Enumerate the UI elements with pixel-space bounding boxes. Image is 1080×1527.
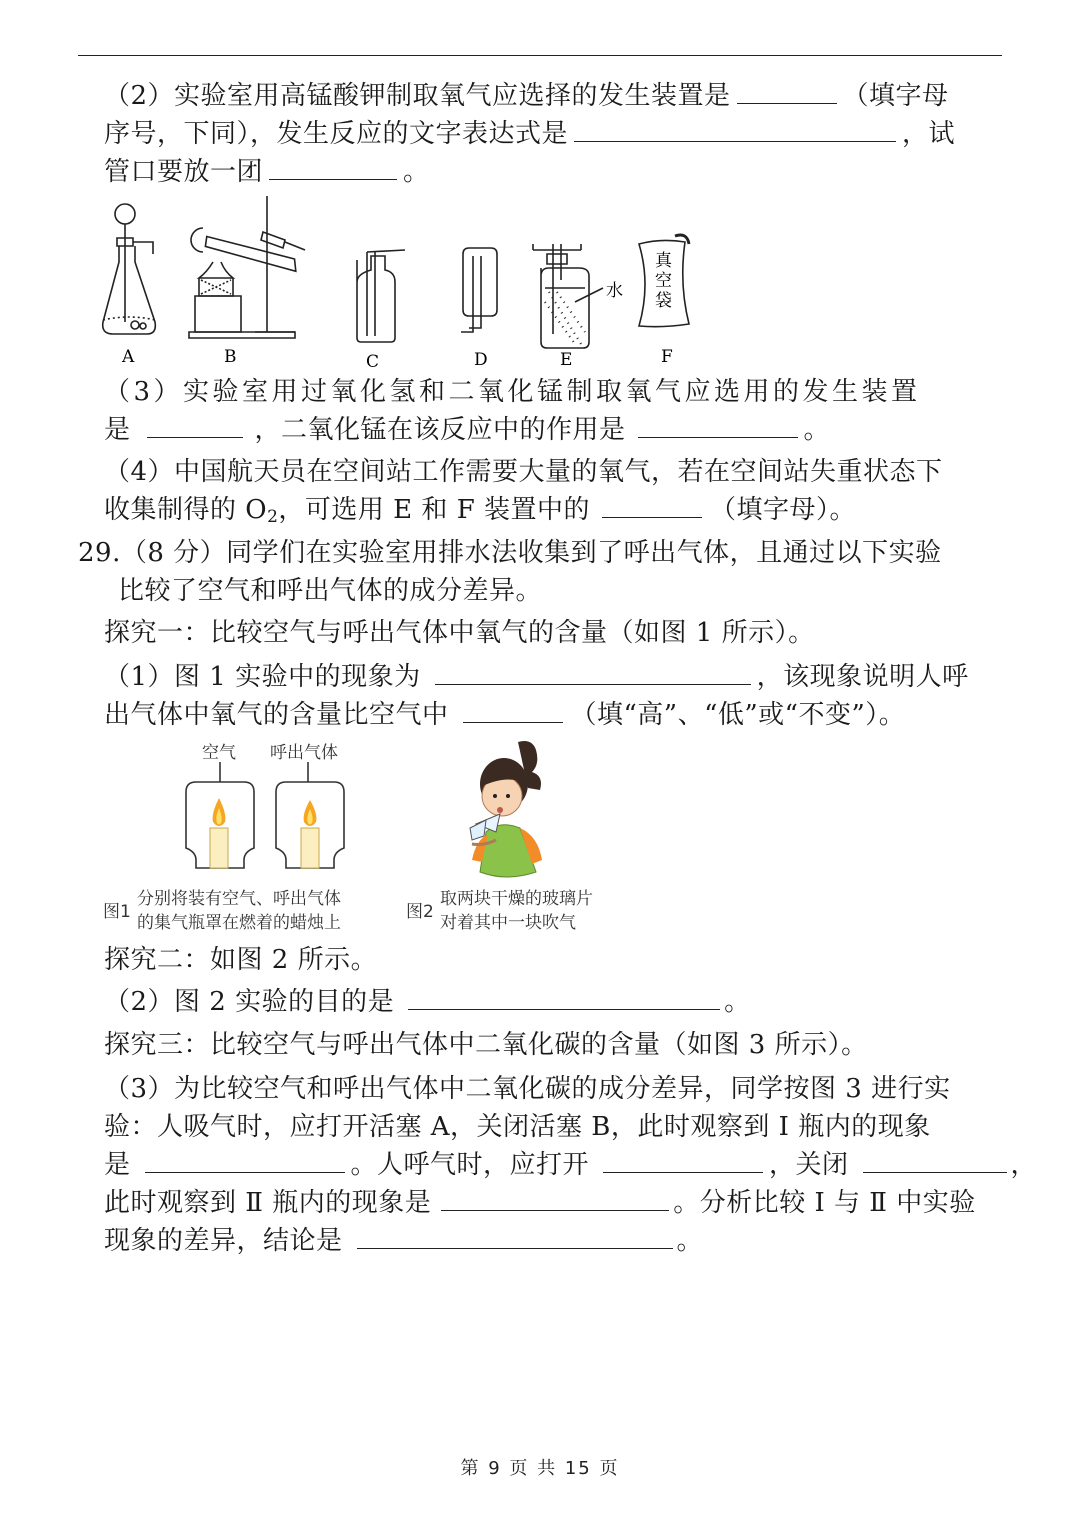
label-c: C xyxy=(366,352,380,372)
answer-blank[interactable] xyxy=(147,415,243,438)
answer-blank[interactable] xyxy=(737,81,837,104)
q29-p3-line3: 是 。人呼气时，应打开 ，关闭 ， xyxy=(104,1150,1038,1180)
apparatus-diagram xyxy=(95,192,715,377)
fig1-caption-1: 分别将装有空气、呼出气体 xyxy=(137,889,341,909)
fig1-label-air: 空气 xyxy=(202,743,236,763)
label-d: D xyxy=(474,350,488,370)
answer-blank[interactable] xyxy=(408,987,720,1010)
fig2-caption-2: 对着其中一块吹气 xyxy=(440,913,576,933)
q28-p2-line2: 序号，下同），发生反应的文字表达式是 ，试 xyxy=(104,119,956,149)
label-b: B xyxy=(224,347,237,367)
q29-p3-line1: （3）为比较空气和呼出气体中二氧化碳的成分差异，同学按图 3 进行实 xyxy=(104,1074,951,1104)
label-a: A xyxy=(122,347,135,367)
label-e: E xyxy=(560,350,573,370)
bag-text-1: 真 xyxy=(655,251,672,271)
label-f: F xyxy=(661,347,673,367)
answer-blank[interactable] xyxy=(269,157,397,180)
fig1-label-exhaled: 呼出气体 xyxy=(270,743,338,763)
q28-p3-line1: （3）实验室用过氧化氢和二氧化锰制取氧气应选用的发生装置 xyxy=(104,377,921,407)
apparatus-c xyxy=(357,250,405,342)
q29-p2-line: （2）图 2 实验的目的是 。 xyxy=(104,987,751,1017)
fig1-tag: 图1 xyxy=(103,902,131,922)
apparatus-b xyxy=(189,196,305,338)
q28-p3-line2: 是 ，二氧化锰在该反应中的作用是 。 xyxy=(104,415,831,445)
q28-p4-line1: （4）中国航天员在空间站工作需要大量的氧气，若在空间站失重状态下 xyxy=(104,457,943,487)
bag-text-2: 空 xyxy=(655,271,672,291)
header-rule xyxy=(78,55,1002,56)
q29-p3-line5: 现象的差异，结论是 。 xyxy=(104,1226,704,1256)
answer-blank[interactable] xyxy=(638,415,798,438)
q29-line1: 29.（8 分）同学们在实验室用排水法收集到了呼出气体，且通过以下实验 xyxy=(78,538,942,568)
water-label: 水 xyxy=(606,281,623,301)
bag-text-3: 袋 xyxy=(655,291,672,311)
apparatus-a xyxy=(103,204,156,334)
fig2-caption-1: 取两块干燥的玻璃片 xyxy=(440,889,593,909)
answer-blank[interactable] xyxy=(357,1226,673,1249)
q29-p1-line1: （1）图 1 实验中的现象为 ，该现象说明人呼 xyxy=(104,662,969,692)
answer-blank[interactable] xyxy=(602,495,702,518)
q29-p3-line2: 验：人吸气时，应打开活塞 A，关闭活塞 B，此时观察到 Ⅰ 瓶内的现象 xyxy=(104,1112,931,1142)
page-footer: 第 9 页 共 15 页 xyxy=(460,1458,620,1479)
apparatus-d xyxy=(461,248,497,332)
answer-blank[interactable] xyxy=(441,1188,669,1211)
q29-line2: 比较了空气和呼出气体的成分差异。 xyxy=(118,576,543,606)
answer-blank[interactable] xyxy=(463,700,563,723)
q28-p4-line2: 收集制得的 $O_2$，可选用 E 和 F 装置中的 （填字母）。 xyxy=(104,495,857,527)
girl-blowing-illustration xyxy=(470,741,542,877)
q29-p1-line2: 出气体中氧气的含量比空气中 （填“高”、“低”或“不变”）。 xyxy=(104,700,906,730)
answer-blank[interactable] xyxy=(435,662,751,685)
answer-blank[interactable] xyxy=(574,119,896,142)
answer-blank[interactable] xyxy=(603,1150,763,1173)
answer-blank[interactable] xyxy=(145,1150,345,1173)
candle-1 xyxy=(210,798,228,868)
q29-explore1: 探究一：比较空气与呼出气体中氧气的含量（如图 1 所示）。 xyxy=(104,618,815,648)
q29-explore3: 探究三：比较空气与呼出气体中二氧化碳的含量（如图 3 所示）。 xyxy=(104,1030,868,1060)
fig1-caption-2: 的集气瓶罩在燃着的蜡烛上 xyxy=(137,913,341,933)
candle-2 xyxy=(301,800,319,868)
answer-blank[interactable] xyxy=(863,1150,1007,1173)
figure-1-2 xyxy=(100,736,640,941)
q28-p2-line1: （2）实验室用高锰酸钾制取氧气应选择的发生装置是 （填字母 xyxy=(104,81,949,111)
apparatus-e xyxy=(533,244,603,348)
q29-explore2: 探究二：如图 2 所示。 xyxy=(104,945,378,975)
q28-p2-line3: 管口要放一团 。 xyxy=(104,157,430,187)
fig2-tag: 图2 xyxy=(406,902,434,922)
q29-p3-line4: 此时观察到 Ⅱ 瓶内的现象是 。分析比较 Ⅰ 与 Ⅱ 中实验 xyxy=(104,1188,976,1218)
